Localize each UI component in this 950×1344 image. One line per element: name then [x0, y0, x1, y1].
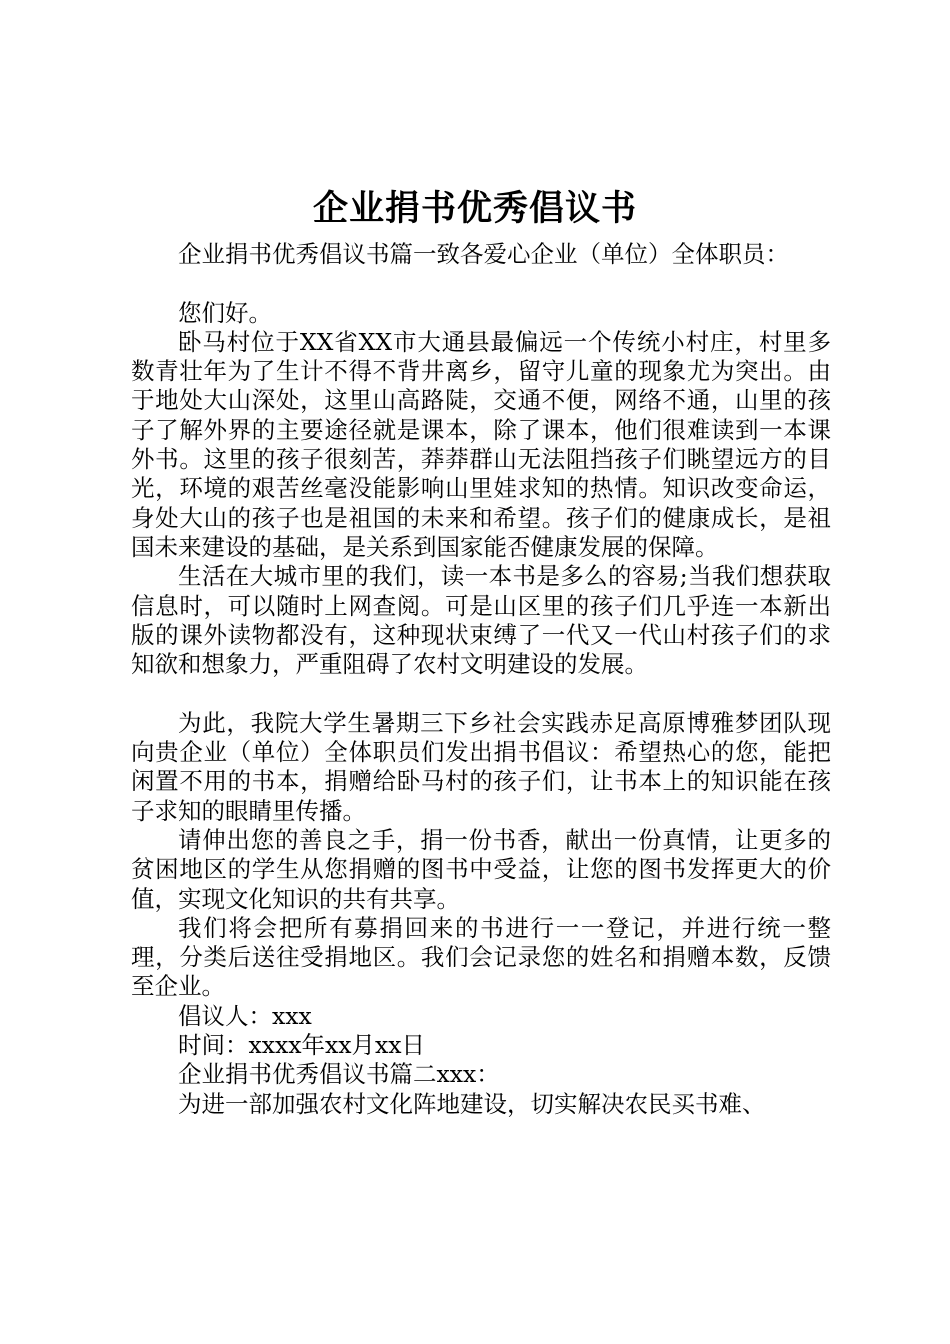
intro-line: 企业捐书优秀倡议书篇一致各爱心企业（单位）全体职员：	[178, 240, 789, 268]
date-line: 时间：xxxx年xx月xx日	[178, 1031, 426, 1060]
proposer-line: 倡议人：xxx	[178, 1001, 312, 1030]
paragraph-registration: 我们将会把所有募捐回来的书进行一一登记，并进行统一整理，分类后送往受捐地区。我们会记录您的姓名和捐赠本数，反馈至企业。	[131, 913, 831, 1001]
document-title: 企业捐书优秀倡议书	[312, 188, 637, 229]
document-body	[131, 240, 831, 1119]
part2-text: 为进一部加强农村文化阵地建设，切实解决农民买书难、	[178, 1089, 766, 1118]
greeting: 您们好。	[178, 298, 272, 327]
paragraph-appeal: 请伸出您的善良之手，捐一份书香，献出一份真情，让更多的贫困地区的学生从您捐赠的图书中受益，让您的图书发挥更大的价值，实现文化知识的共有共享。	[131, 825, 831, 913]
paragraph-proposal: 为此，我院大学生暑期三下乡社会实践赤足高原博雅梦团队现向贵企业（单位）全体职员们发出捐书倡议：希望热心的您，能把闲置不用的书本，捐赠给卧马村的孩子们，让书本上的知识能在孩子求知的眼睛里传播。	[131, 708, 831, 825]
paragraph-village: 卧马村位于XX省XX市大通县最偏远一个传统小村庄，村里多数青壮年为了生计不得不背井离乡，留守儿童的现象尤为突出。由于地处大山深处，这里山高路陡，交通不便，网络不通，山里的孩子了解外界的主要途径就是课本，除了课本，他们很难读到一本课外书。这里的孩子很刻苦，莽莽群山无法阻挡孩子们眺望远方的目光，环境的艰苦丝毫没能影响山里娃求知的热情。知识改变命运，身处大山的孩子也是祖国的未来和希望。孩子们的健康成长，是祖国未来建设的基础，是关系到国家能否健康发展的保障。	[131, 327, 831, 561]
part2-heading: 企业捐书优秀倡议书篇二xxx：	[178, 1060, 500, 1089]
paragraph-city: 生活在大城市里的我们，读一本书是多么的容易;当我们想获取信息时，可以随时上网查阅。可是山区里的孩子们几乎连一本新出版的课外读物都没有，这种现状束缚了一代又一代山村孩子们的求知欲和想象力，严重阻碍了农村文明建设的发展。	[131, 562, 831, 679]
